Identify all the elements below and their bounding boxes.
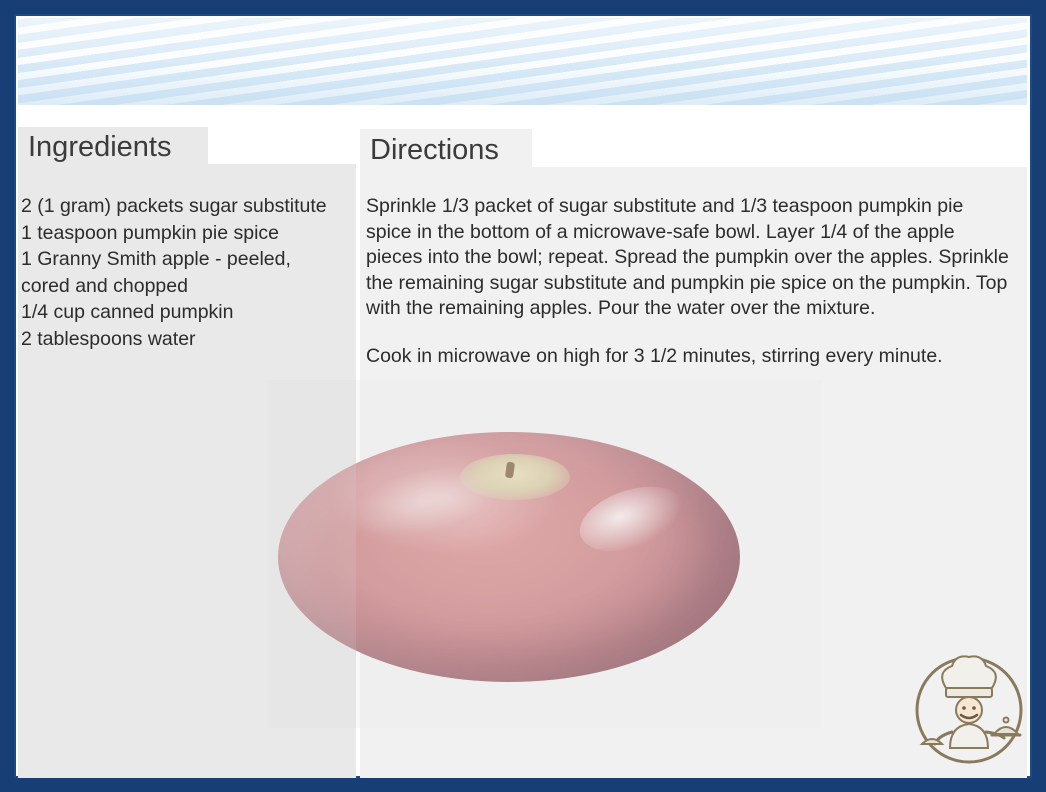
ingredients-heading: Ingredients bbox=[28, 131, 172, 163]
list-item: 1/4 cup canned pumpkin bbox=[21, 301, 234, 323]
directions-paragraph: Cook in microwave on high for 3 1/2 minutes, stirring every minute. bbox=[366, 344, 943, 367]
chef-logo-icon bbox=[910, 648, 1028, 770]
list-item: 1 teaspoon pumpkin pie spice bbox=[21, 221, 280, 244]
chef-logo bbox=[910, 648, 1028, 770]
directions-paragraph: Sprinkle 1/3 packet of sugar substitute and 1/3 teaspoon pumpkin pie spice in the bottom of a microwave-safe bowl. Layer 1/4 of the apple pieces into the bowl; repeat. Spread the pumpkin over the apples. Sprinkle the remaining sugar substitute and pumpkin pie spice on the pumpkin. Top with the remaining apples. Pour the water over the mixture. bbox=[366, 195, 1009, 319]
title-banner bbox=[18, 18, 1027, 105]
ingredients-list bbox=[21, 193, 339, 352]
list-item: 1 Granny Smith apple - peeled, cored and chopped bbox=[21, 248, 291, 297]
apple-photo bbox=[278, 432, 740, 682]
list-item: 2 (1 gram) packets sugar substitute bbox=[21, 195, 327, 217]
list-item: 2 tablespoons water bbox=[21, 327, 196, 350]
directions-heading: Directions bbox=[370, 134, 499, 166]
directions-body bbox=[366, 194, 1011, 369]
banner-sheen bbox=[18, 18, 1027, 105]
